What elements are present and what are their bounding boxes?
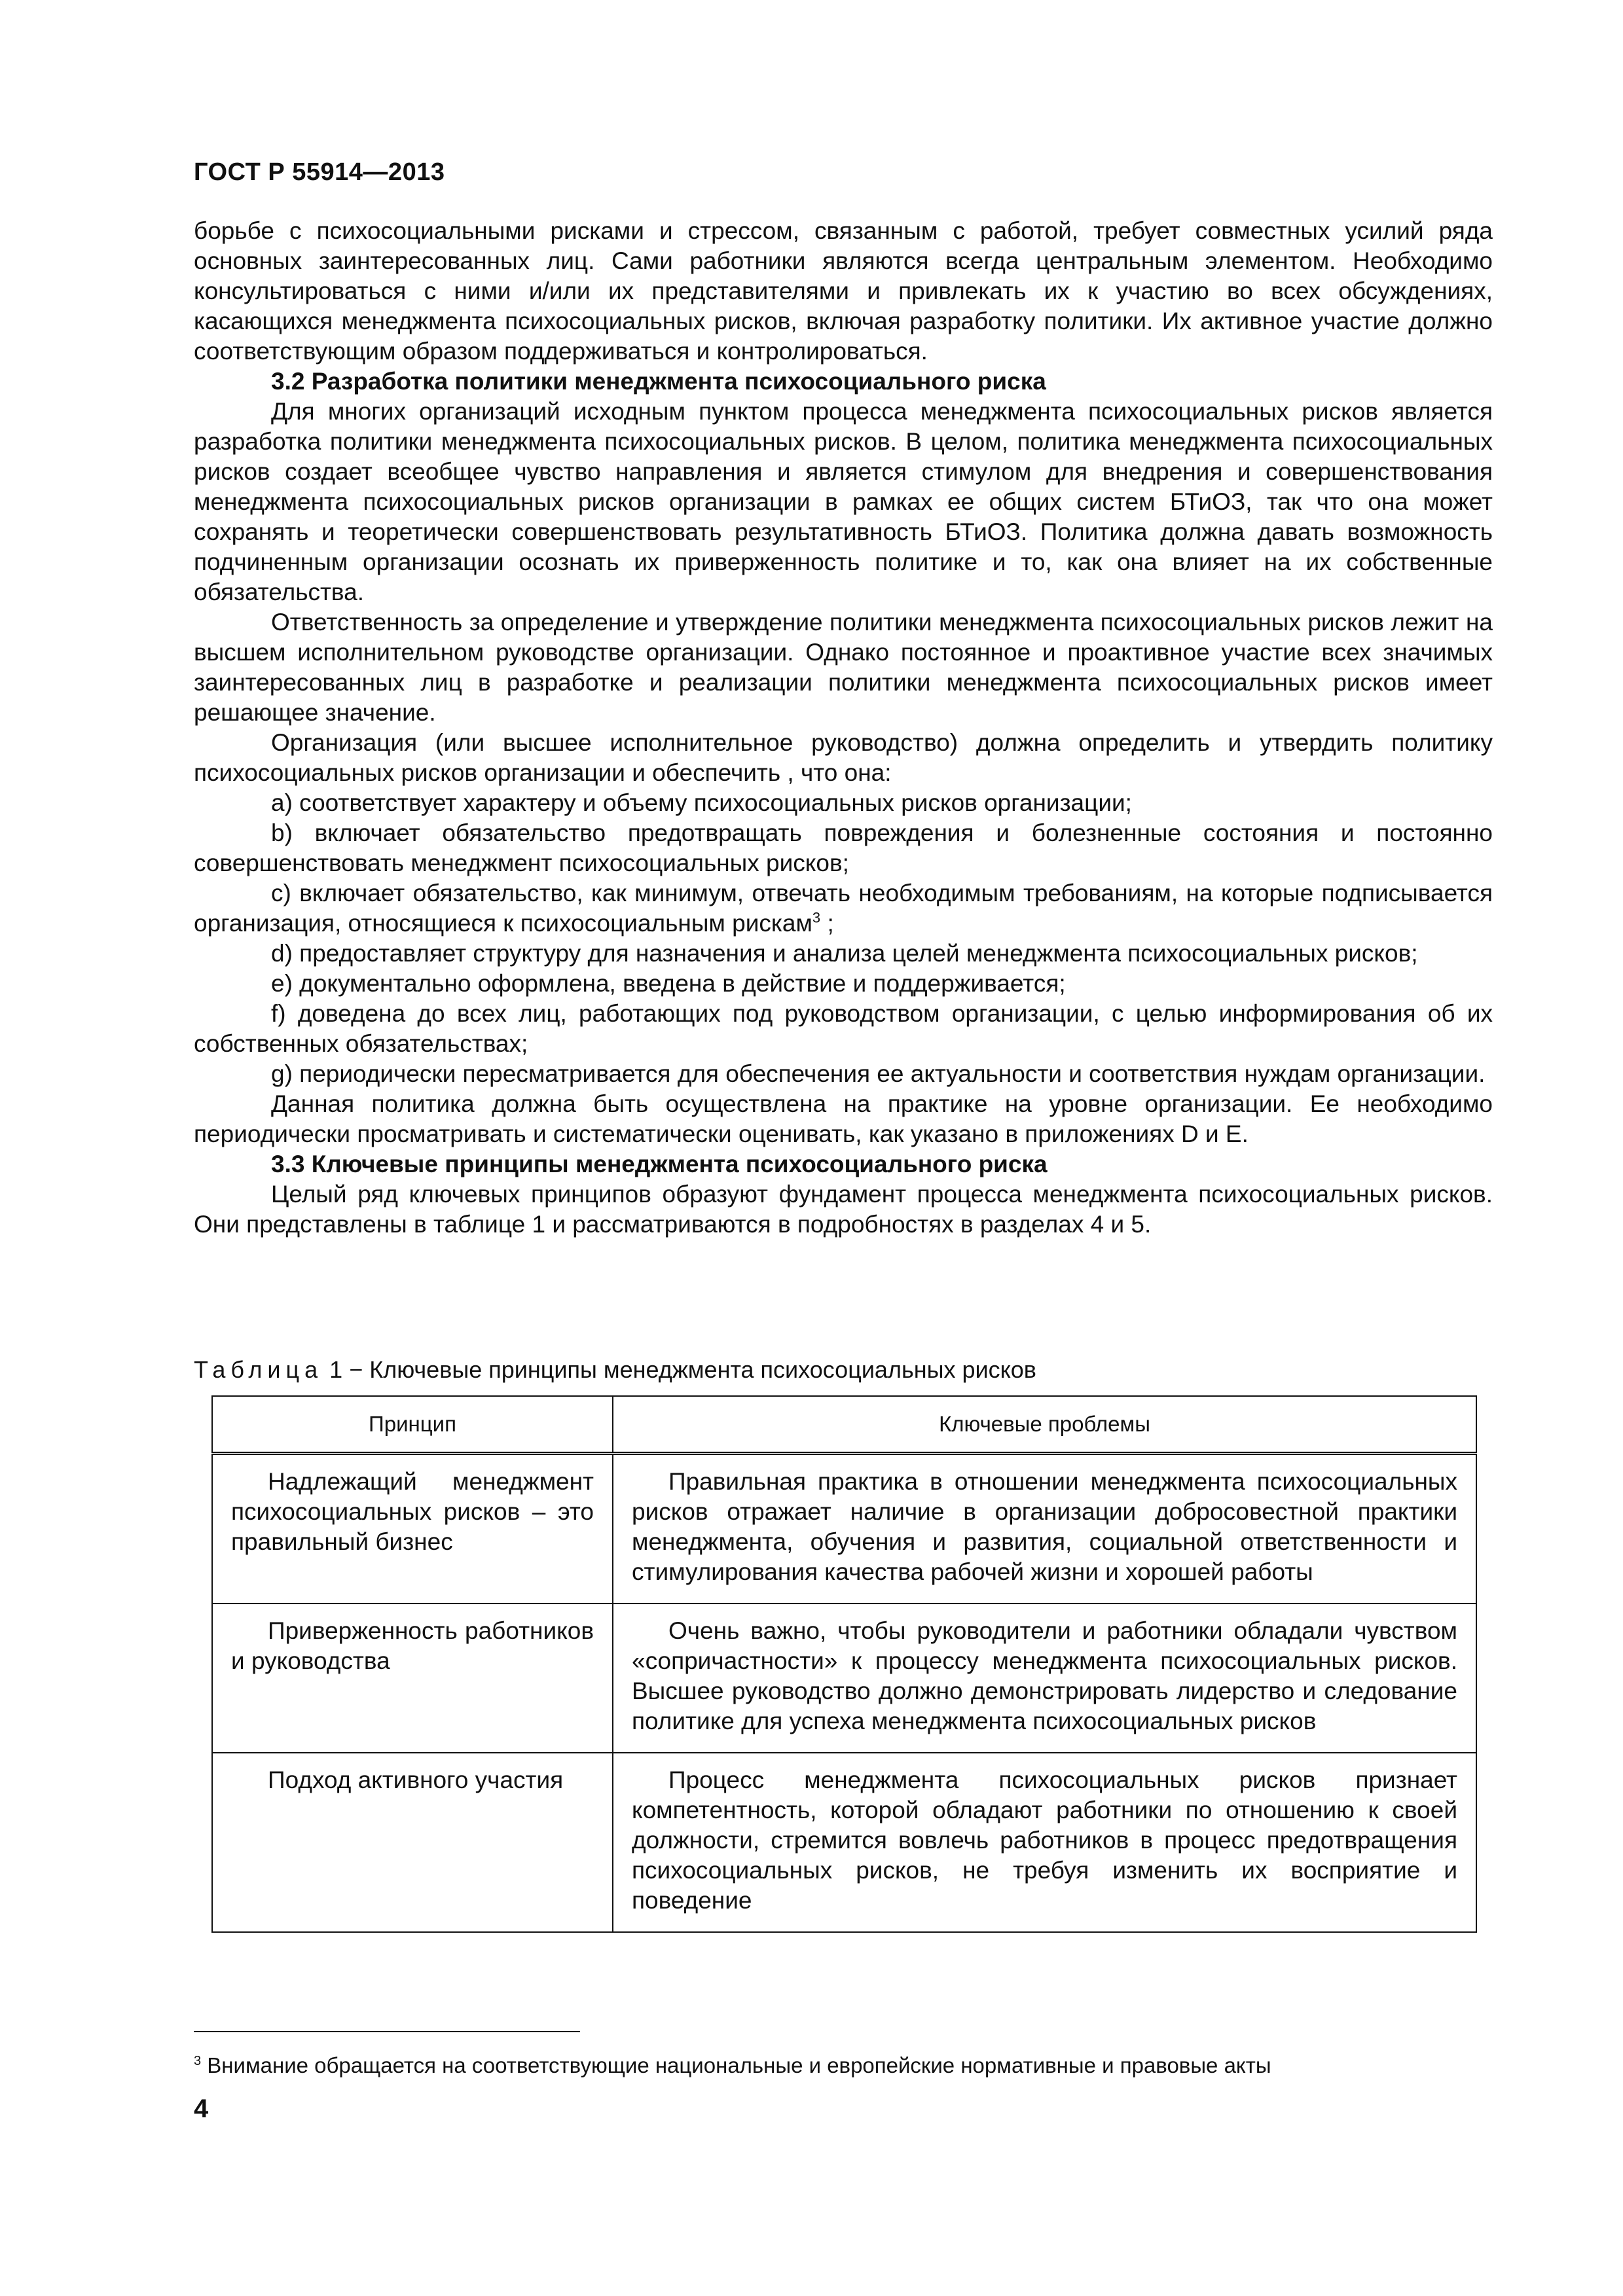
- footnote-mark: 3: [194, 2054, 202, 2068]
- list-item: g) периодически пересматривается для обеспечения ее актуальности и соответствия нуждам организации.: [271, 1060, 1486, 1087]
- table-caption-number: 1: [329, 1356, 343, 1383]
- list-item: e) документально оформлена, введена в действие и поддерживается;: [271, 970, 1066, 997]
- issue-cell: Очень важно, чтобы руководители и работники обладали чувством «сопричастности» к процессу менеджмента психосоциальных рисков. Высшее руководство должно демонстрировать лидерство и следование политике для успеха менеджмента психосоциальных рисков: [613, 1604, 1476, 1753]
- paragraph: Данная политика должна быть осуществлена на практике на уровне организации. Ее необходимо периодически просматривать и систематически оценивать, как указано в приложениях D и E.: [194, 1090, 1493, 1147]
- table-caption-label: Таблица: [194, 1356, 323, 1383]
- list-item: d) предоставляет структуру для назначения и анализа целей менеджмента психосоциальных рисков;: [271, 940, 1418, 967]
- table-caption-text: − Ключевые принципы менеджмента психосоциальных рисков: [342, 1356, 1036, 1383]
- list-item: b) включает обязательство предотвращать повреждения и болезненные состояния и постоянно совершенствовать менеджмент психосоциальных рисков;: [194, 819, 1493, 876]
- list-item: [194, 878, 1493, 939]
- issue-cell: Процесс менеджмента психосоциальных рисков признает компетентность, которой обладают работники по отношению к своей должности, стремится вовлечь работников в процесс предотвращения психосоциальных рисков, не требуя изменить их восприятие и поведение: [613, 1753, 1476, 1932]
- document-code: ГОСТ Р 55914—2013: [194, 158, 445, 186]
- list-item-end: ;: [820, 910, 834, 937]
- table-row: [212, 1454, 1476, 1604]
- paragraph: Для многих организаций исходным пунктом процесса менеджмента психосоциальных рисков является разработка политики менеджмента психосоциальных рисков. В целом, политика менеджмента психосоциальных рисков создает всеобщее чувство направления и является стимулом для внедрения и совершенствования менеджмента психосоциальных рисков организации в рамках ее общих систем БТиОЗ, так что она может сохранять и теоретически совершенствовать результативность БТиОЗ. Политика должна давать возможность подчиненным организации осознать их приверженность политике и то, как она влияет на их собственные обязательства.: [194, 398, 1493, 605]
- paragraph: борьбе с психосоциальными рисками и стрессом, связанным с работой, требует совместных усилий ряда основных заинтересованных лиц. Сами работники являются всегда центральным элементом. Необходимо консультироваться с ними и/или их представителями и привлекать их к участию во всех обсуждениях, касающихся менеджмента психосоциальных рисков, включая разработку политики. Их активное участие должно соответствующим образом поддерживаться и контролироваться.: [194, 217, 1493, 365]
- list-item: a) соответствует характеру и объему психосоциальных рисков организации;: [271, 789, 1132, 816]
- footnote: [194, 2052, 1271, 2079]
- table-row: [212, 1604, 1476, 1753]
- principles-table: [211, 1395, 1477, 1933]
- column-header-principle: Принцип: [212, 1396, 613, 1454]
- principle-cell: Приверженность работников и руководства: [212, 1604, 613, 1753]
- paragraph: Целый ряд ключевых принципов образуют фундамент процесса менеджмента психосоциальных рисков. Они представлены в таблице 1 и рассматриваются в подробностях в разделах 4 и 5.: [194, 1181, 1493, 1238]
- page-content: [194, 216, 1493, 1240]
- principle-cell: Подход активного участия: [212, 1753, 613, 1932]
- page-number: 4: [194, 2094, 209, 2123]
- footnote-text: Внимание обращается на соответствующие национальные и европейские нормативные и правовые акты: [201, 2053, 1271, 2077]
- paragraph: Организация (или высшее исполнительное руководство) должна определить и утвердить политику психосоциальных рисков организации и обеспечить , что она:: [194, 729, 1493, 786]
- principle-cell: Надлежащий менеджмент психосоциальных рисков – это правильный бизнес: [212, 1454, 613, 1604]
- table-header-row: [212, 1396, 1476, 1454]
- footnote-divider: [194, 2031, 580, 2032]
- list-item-text: c) включает обязательство, как минимум, отвечать необходимым требованиям, на которые подписывается организация, относящиеся к психосоциальным рискам: [194, 880, 1493, 937]
- paragraph: Ответственность за определение и утверждение политики менеджмента психосоциальных рисков лежит на высшем исполнительном руководстве организации. Однако постоянное и проактивное участие всех значимых заинтересованных лиц в разработке и реализации политики менеджмента психосоциальных рисков имеет решающее значение.: [194, 609, 1493, 726]
- table-caption: [194, 1355, 1036, 1385]
- issue-cell: Правильная практика в отношении менеджмента психосоциальных рисков отражает наличие в организации добросовестной практики менеджмента, обучения и развития, социальной ответственности и стимулирования качества рабочей жизни и хорошей работы: [613, 1454, 1476, 1604]
- section-heading: 3.3 Ключевые принципы менеджмента психосоциального риска: [271, 1151, 1048, 1177]
- table-row: [212, 1753, 1476, 1932]
- section-heading: 3.2 Разработка политики менеджмента психосоциального риска: [271, 368, 1046, 395]
- list-item: f) доведена до всех лиц, работающих под руководством организации, с целью информирования об их собственных обязательствах;: [194, 1000, 1493, 1057]
- column-header-issues: Ключевые проблемы: [613, 1396, 1476, 1454]
- footnote-ref[interactable]: 3: [812, 909, 821, 926]
